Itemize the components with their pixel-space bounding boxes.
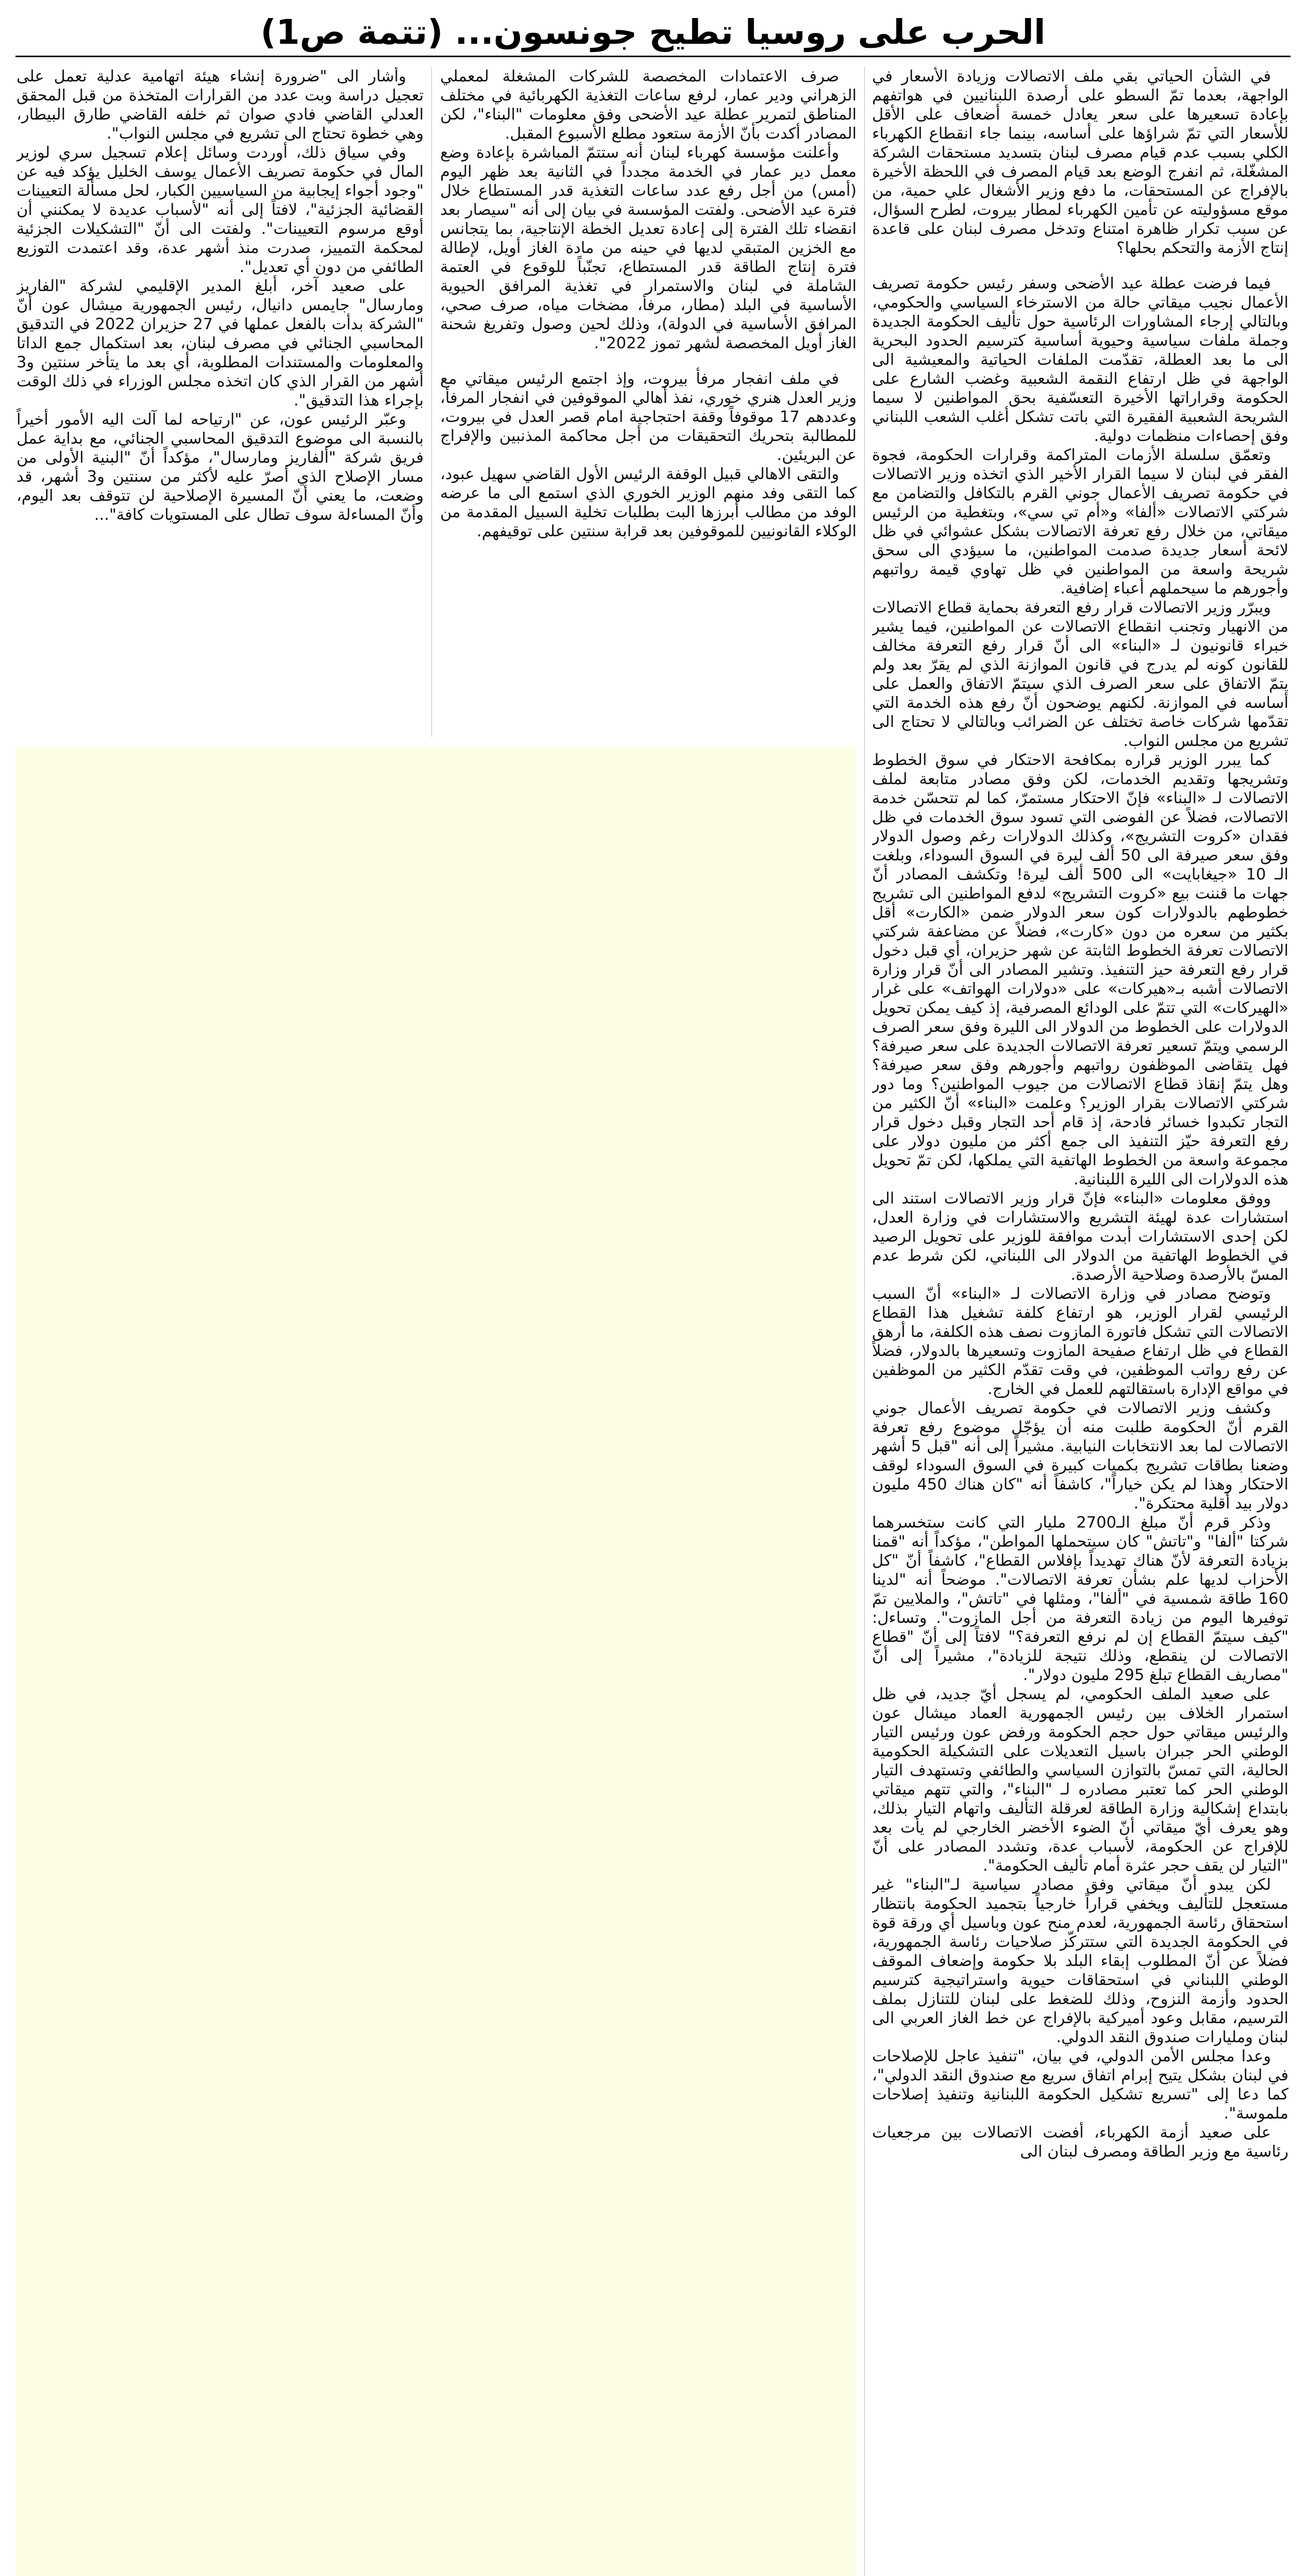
paragraph: ووفق معلومات «البناء» فإنّ قرار وزير الاتصالات استند الى استشارات عدة لهيئة التشريع والاستشارات في وزارة العدل، لكن إحدى الاستشارات أبدت موافقة للوزير على تحويل الرصيد في الخطوط الهاتفية من الدولار الى اللبناني، لكن شرط عدم المسّ بالأرصدة وصلاحية الأرصدة. — [872, 1190, 1288, 1284]
headline-rule — [15, 56, 1291, 57]
paragraph: وذكر قرم أنّ مبلغ الـ2700 مليار التي كانت ستخسرهما شركتا "ألفا" و"تاتش" كان سيتحملها المواطن"، مؤكداً أنه "قمنا بزيادة التعرفة لأنّ هناك تهديداً بإفلاس القطاع"، كاشفاً أنّ "كل الأحزاب لديها علم بشأن تعرفة الاتصالات". موضحاً أنه "لدينا 160 طاقة شمسية في "ألفا"، ومثلها في "تاتش"، والملايين تمّ توفيرها اليوم من زيادة التعرفة من أجل المازوت". وتساءل: "كيف سيتمّ القطاع إن لم نرفع التعرفة؟" لافتاً إلى أنّ "قطاع الاتصالات لن ينقطع، وذلك نتيجة للزيادة"، مشيراً إلى أنّ "مصاريف القطاع تبلغ 295 مليون دولار". — [872, 1514, 1288, 1684]
paragraph: على صعيد أزمة الكهرباء، أفضت الاتصالات بين مرجعيات رئاسية مع وزير الطاقة ومصرف لبنان الى — [872, 2124, 1288, 2161]
paragraph: وعدا مجلس الأمن الدولي، في بيان، "تنفيذ عاجل للإصلاحات في لبنان بشكل يتيح إبرام اتفاق سريع مع صندوق النقد الدولي"، كما دعا إلى "تسريع تشكيل الحكومة اللبنانية وتنفيذ إصلاحات ملموسة". — [872, 2047, 1288, 2123]
paragraph: وفي سياق ذلك، أوردت وسائل إعلام تسجيل سري لوزير المال في حكومة تصريف الأعمال يوسف الخليل يؤكد فيه عن "وجود أجواء إيجابية من السياسيين الكبار، لحل مسألة التعيينات القضائية الجزئية"، لافتاً إلى أنه "لأسباب عديدة لا يمكنني أن أوقع مرسوم التعيينات". ولفتت الى أنّ "التشكيلات الجزئية لمحكمة التمييز، صدرت منذ أشهر عدة، وقد اعتمدت التوزيع الطائفي من دون أي تعديل". — [16, 144, 424, 276]
paragraph: وأشار الى "ضرورة إنشاء هيئة اتهامية عدلية تعمل على تعجيل دراسة وبت عدد من القرارات المتخذة من قبل المحقق العدلي القاضي فادي صوان ثم خلفه القاضي طارق البيطار، وهي خطوة تحتاج الى تشريع في مجلس النواب". — [16, 67, 424, 143]
paragraph: كما يبرر الوزير قراره بمكافحة الاحتكار في سوق الخطوط وتشريجها وتقديم الخدمات، لكن وفق مصادر متابعة لملف الاتصالات لـ «البناء» فإنّ الاحتكار مستمرّ، كما لم تتحسّن خدمة الاتصالات، فضلاً عن الفوضى التي تسود سوق الخدمات في ظل فقدان «كروت التشريج»، وكذلك الدولارات رغم وصول الدولار وفق سعر صيرفة الى 50 ألف ليرة في السوق السوداء، وبلغت الـ 10 «جيغابايت» الى 500 ألف ليرة! وتكشف المصادر أنّ جهات ما قننت بيع «كروت التشريج» لدفع المواطنين الى تشريج خطوطهم بالدولارات كون سعر الدولار ضمن «الكارت» أقل بكثير من سعره من دون «كارت»، فضلاً عن مضاعفة شركتي الاتصالات تعرفة الخطوط الثابتة عن شهر حزيران، أي قبل دخول قرار رفع التعرفة حيز التنفيذ. وتشير المصادر الى أنّ قرار وزارة الاتصالات أشبه بـ«هيركات» على «دولارات الهواتف» على غرار «الهيركات» التي تتمّ على الودائع المصرفية، إذ كيف يمكن تحويل الدولارات على الخطوط من الدولار الى الليرة وفق سعر الصرف الرسمي ويتمّ تسعير تعرفة الاتصالات الجديدة على سعر صيرفة؟ فهل يتقاضى الموظفون رواتبهم وأجورهم وفق سعر صيرفة؟ وهل يتمّ إنقاذ قطاع الاتصالات من جيوب المواطنين؟ وما دور شركتي الاتصالات بقرار الوزير؟ وعلمت «البناء» أنّ الكثير من التجار تكبدوا خسائر فادحة، إذ قام أحد التجار وقبل دخول قرار رفع التعرفة حيّز التنفيذ الى جمع أكثر من مليون دولار على مجموعة واسعة من الخطوط الهاتفية التي يملكها، لكن تمّ تحويل هذه الدولارات الى الليرة اللبنانية. — [872, 751, 1288, 1189]
paragraph: على صعيد الملف الحكومي، لم يسجل أيّ جديد، في ظل استمرار الخلاف بين رئيس الجمهورية العماد ميشال عون والرئيس ميقاتي حول حجم الحكومة ورفض عون ورئيس التيار الوطني الحر جبران باسيل التعديلات على التشكيلة الحكومية الحالية، التي تمسّ بالتوازن السياسي والطائفي وتستهدف التيار الوطني الحر كما تعتبر مصادره لـ "البناء"، والتي تتهم ميقاتي بابتداع إشكالية وزارة الطاقة لعرقلة التأليف واتهام التيار بذلك، وهو يعرف أيّ ميقاتي أنّ الضوء الأخضر الخارجي لم يأت بعد للإفراج عن الحكومة، لأسباب عدة، وتشدد المصادر على أنّ "التيار لن يقف حجر عثرة أمام تأليف الحكومة". — [872, 1685, 1288, 1875]
paragraph: ويبرّر وزير الاتصالات قرار رفع التعرفة بحماية قطاع الاتصالات من الانهيار وتجنب انقطاع الاتصالات عن المواطنين، فيما يشير خبراء قانونيون لـ «البناء» الى أنّ قرار رفع التعرفة مخالف للقانون كونه لم يدرج في قانون الموازنة الذي لم يقرّ بعد ولم يتمّ الاتفاق على سعر الصرف الذي سيتمّ الاتفاق والعمل على أساسه في الموازنة. لكنهم يوضحون أنّ رفع هذه الخدمة التي تقدّمها شركات خاصة تختلف عن الضرائب وبالتالي لا تحتاج الى تشريع من مجلس النواب. — [872, 599, 1288, 750]
paragraph: في ملف انفجار مرفأ بيروت، وإذ اجتمع الرئيس ميقاتي مع وزير العدل هنري خوري، نفذ أهالي الموقوفين في انفجار المرفأ، وعددهم 17 موقوفاً وقفة احتجاجية امام قصر العدل في بيروت، للمطالبة بتحريك التحقيقات من أجل محاكمة المذنبين والإفراج عن البريئين. — [440, 370, 857, 464]
paragraph: وعبّر الرئيس عون، عن "ارتياحه لما آلت اليه الأمور أخيراً بالنسبة الى موضوع التدقيق المحاسبي الجنائي، مع بداية عمل فريق شركة "ألفاريز ومارسال"، مؤكداً أنّ "البنية الأولى من مسار الإصلاح الذي أصرّ عليه لأكثر من سنتين و3 أشهر، قد وضعت، ما يعني أنّ المسيرة الإصلاحية لن تتوقف بعد اليوم، وأنّ المساءلة سوف تطال على المستويات كافة"... — [16, 411, 424, 524]
paragraph: على صعيد آخر، أبلغ المدير الإقليمي لشركة "الفاريز ومارسال" جايمس دانيال، رئيس الجمهورية ميشال عون أنّ "الشركة بدأت بالفعل عملها في 27 حزيران 2022 في التدقيق المحاسبي الجنائي في مصرف لبنان، بعد استكمال جمع الداتا والمعلومات والمستندات المطلوبة، أي بعد ما يتأخر سنتين و3 أشهر من القرار الذي كان اتخذه مجلس الوزراء في ذلك الوقت بإجراء هذا التدقيق". — [16, 277, 424, 410]
paragraph: وتعمّق سلسلة الأزمات المتراكمة وقرارات الحكومة، فجوة الفقر في لبنان لا سيما القرار الأخير الذي اتخذه وزير الاتصالات في حكومة تصريف الأعمال جوني القرم بالتكافل والتضامن مع شركتي الاتصالات «ألفا» و«أم تي سي»، وبتغطية من الرئيس ميقاتي، من خلال رفع تعرفة الاتصالات بشكل عشوائي في ظل لائحة أسعار جديدة صدمت المواطنين، ما سيؤدي الى سحق شريحة واسعة من المواطنين في ظل تهاوي قيمة رواتبهم وأجورهم ما سيحملهم أعباء إضافية. — [872, 446, 1288, 598]
article-headline: الحرب على روسيا تطيح جونسون... (تتمة ص1) — [260, 12, 1046, 52]
article-column-2 — [440, 67, 857, 742]
column-divider — [431, 67, 432, 737]
paragraph: لكن يبدو أنّ ميقاتي وفق مصادر سياسية لـ"البناء" غير مستعجل للتأليف ويخفي قراراً خارجياً بتجميد الحكومة بانتظار استحقاق رئاسة الجمهورية، لعدم منح عون وباسيل أي ورقة قوة في الحكومة الجديدة التي ستتركّز صلاحيات رئاسة الجمهورية، فضلاً عن أنّ المطلوب إبقاء البلد بلا حكومة وإضعاف الموقف الوطني اللبناني في استحقاقات حيوية واستراتيجية كترسيم الحدود وأزمة النزوح، وذلك للضغط على لبنان للتنازل بملف الترسيم، مقابل وعود أميركية بالإفراج عن خط الغاز العربي الى لبنان ومليارات صندوق النقد الدولي. — [872, 1876, 1288, 2046]
article-column-1 — [872, 67, 1288, 2576]
paragraph: فيما فرضت عطلة عيد الأضحى وسفر رئيس حكومة تصريف الأعمال نجيب ميقاتي حالة من الاسترخاء السياسي والحكومي، وبالتالي إرجاء المشاورات الرئاسية حول تأليف الحكومة الجديدة وجملة ملفات سياسية وحيوية أساسية كترسيم الحدود البحرية الى ما بعد العطلة، تقدّمت الملفات الحياتية والمعيشية الى الواجهة في ظل ارتفاع النقمة الشعبية وغضب الشارع على الحكومة وقراراتها الأخيرة التعسّفية بحق المواطنين لا سيما الشريحة الشعبية الفقيرة التي باتت تشكل أغلب الشعب اللبناني وفق إحصاءات منظمات دولية. — [872, 275, 1288, 445]
column-divider — [864, 67, 865, 2576]
empty-area — [15, 747, 856, 2576]
paragraph: وتوضح مصادر في وزارة الاتصالات لـ «البناء» أنّ السبب الرئيسي لقرار الوزير، هو ارتفاع كلفة تشغيل هذا القطاع الاتصالات التي تشكل فاتورة المازوت نصف هذه الكلفة، ما أرهق القطاع في ظل ارتفاع صفيحة المازوت وتسعيرها بالدولار، فضلاً عن رفع رواتب الموظفين، في وقت تقدّم الكثير من الموظفين في مواقع الإدارة باستقالتهم للعمل في الخارج. — [872, 1285, 1288, 1398]
paragraph: وكشف وزير الاتصالات في حكومة تصريف الأعمال جوني القرم أنّ الحكومة طلبت منه أن يؤجّل موضوع رفع تعرفة الاتصالات لما بعد الانتخابات النيابية. مشيراً إلى أنه "قبل 5 أشهر وضعنا بطاقات تشريج بكميات كبيرة في السوق السوداء لوقف الاحتكار وهذا لم يكن خياراً"، كاشفاً أنه "كان هناك 450 مليون دولار بيد أقلية محتكرة". — [872, 1399, 1288, 1513]
paragraph: وأعلنت مؤسسة كهرباء لبنان أنه ستتمّ المباشرة بإعادة وضع معمل دير عمار في الخدمة مجدداً في الثانية بعد ظهر اليوم (أمس) من أجل رفع عدد ساعات التغذية قدر المستطاع خلال فترة عيد الأضحى. ولفتت المؤسسة في بيان إلى أنه "سيصار بعد انقضاء تلك الفترة إلى إعادة تعديل الخطة الإنتاجية، بما يتجانس مع الخزين المتبقي لديها في حينه من مادة الغاز أويل، لإطالة فترة إنتاج الطاقة قدر المستطاع، تجنّباً للوقوع في العتمة الشاملة في لبنان والاستمرار في تغذية المرافق الحيوية الأساسية في البلد (مطار، مرفأ، مضخات مياه، صرف صحي، المرافق الأساسية في الدولة)، وذلك لحين وصول وتفريغ شحنة الغاز أويل المخصصة لشهر تموز 2022". — [440, 144, 857, 352]
paragraph: والتقى الاهالي قبيل الوقفة الرئيس الأول القاضي سهيل عبود، كما التقى وفد منهم الوزير الخوري الذي استمع الى ما عرضه الوفد من مطالب أبرزها البت بطلبات تخلية السبيل المقدمة من الوكلاء القانونيين للموقوفين بعد قرابة سنتين على توقيفهم. — [440, 465, 857, 540]
paragraph: في الشأن الحياتي بقي ملف الاتصالات وزيادة الأسعار في الواجهة، بعدما تمّ السطو على أرصدة اللبنانيين في هواتفهم بإعادة تسعيرها على سعر يعادل خمسة أضعاف على الأقل للأسعار التي تمّ شراؤها على أساسه، بينما جاء انقطاع الكهرباء الكلي بسبب عدم قيام مصرف لبنان بتسديد مستحقات الشركة المشغّلة، ثم انفرج الوضع بعد قيام المصرف في اللحظة الأخيرة بالإفراج عن المستحقات، ما دفع وزير الأشغال علي حمية، من موقع مسؤوليته عن تأمين الكهرباء لمطار بيروت، لطرح السؤال، عن سبب تكرار ظاهرة امتناع وتدخل مصرف لبنان على قاعدة إنتاج الأزمة والتحكم بحلها؟ — [872, 67, 1288, 257]
article-column-3 — [16, 67, 424, 742]
paragraph: صرف الاعتمادات المخصصة للشركات المشغلة لمعملي الزهراني ودير عمار، لرفع ساعات التغذية الكهربائية في مختلف المناطق لتمرير عطلة عيد الأضحى وفق معلومات "البناء"، لكن المصادر أكدت بأنّ الأزمة ستعود مطلع الأسبوع المقبل. — [440, 67, 857, 143]
